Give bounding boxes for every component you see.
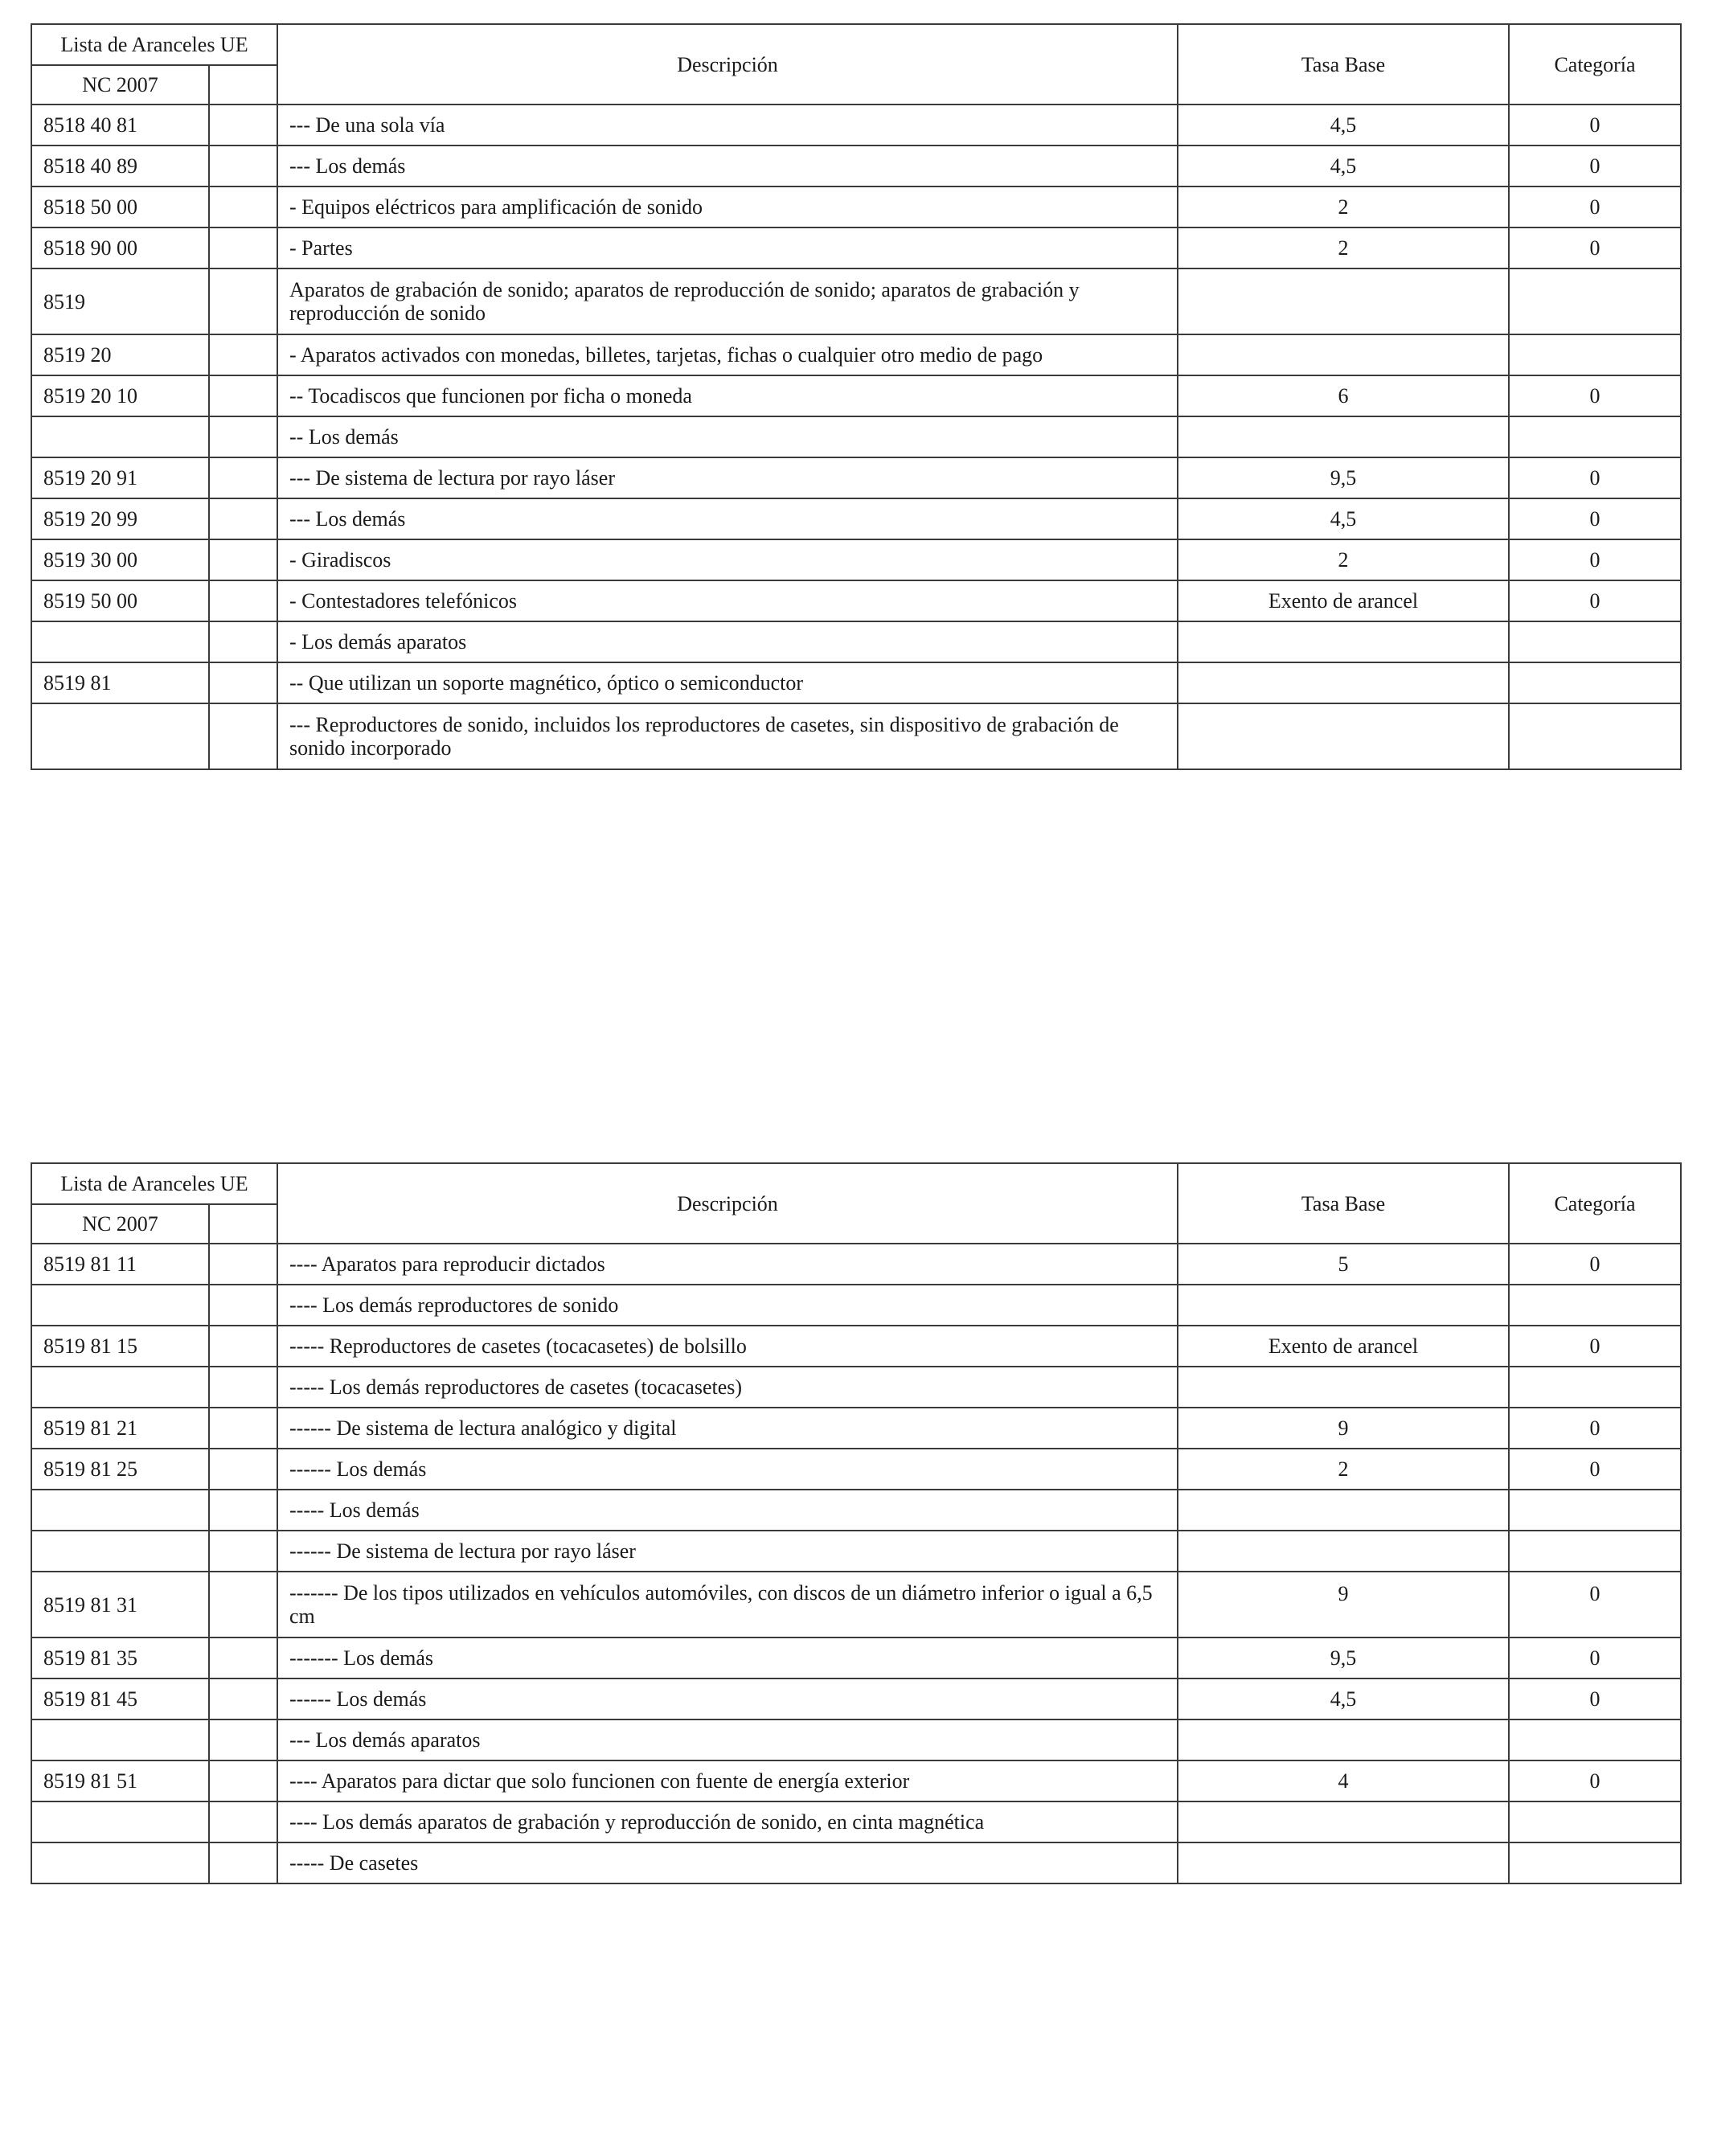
category-cell: [1509, 1367, 1681, 1408]
blank-cell: [209, 662, 277, 703]
category-cell: [1509, 268, 1681, 334]
base-rate-cell: Exento de arancel: [1178, 580, 1509, 621]
tariff-code-cell: 8519 81 21: [31, 1408, 209, 1449]
category-cell: [1509, 703, 1681, 769]
base-rate-cell: 2: [1178, 186, 1509, 227]
blank-cell: [209, 1531, 277, 1572]
tariff-code-cell: 8519 81 51: [31, 1760, 209, 1801]
base-rate-cell: 2: [1178, 1449, 1509, 1490]
table-row: [31, 1637, 1681, 1678]
base-rate-cell: [1178, 621, 1509, 662]
blank-cell: [209, 580, 277, 621]
table-row: [31, 1531, 1681, 1572]
base-rate-cell: 4: [1178, 1760, 1509, 1801]
blank-cell: [209, 1678, 277, 1719]
base-rate-cell: 4,5: [1178, 498, 1509, 539]
tariff-code-cell: 8519 81 15: [31, 1326, 209, 1367]
base-rate-cell: [1178, 334, 1509, 375]
header-base-rate: Tasa Base: [1178, 1163, 1509, 1244]
blank-cell: [209, 1572, 277, 1637]
blank-cell: [209, 1285, 277, 1326]
category-cell: 0: [1509, 1760, 1681, 1801]
blank-cell: [209, 334, 277, 375]
base-rate-cell: 9: [1178, 1572, 1509, 1637]
table-row: [31, 1678, 1681, 1719]
category-cell: 0: [1509, 580, 1681, 621]
blank-cell: [209, 1842, 277, 1883]
table-row: [31, 1408, 1681, 1449]
blank-cell: [209, 146, 277, 186]
category-cell: [1509, 1490, 1681, 1531]
description-cell: - Equipos eléctricos para amplificación de sonido: [277, 186, 1178, 227]
tariff-table-1: [31, 23, 1682, 770]
tariff-code-cell: [31, 703, 209, 769]
table-row: [31, 1326, 1681, 1367]
base-rate-cell: 9: [1178, 1408, 1509, 1449]
description-cell: -- Los demás: [277, 416, 1178, 457]
tariff-code-cell: [31, 1285, 209, 1326]
description-cell: -- Que utilizan un soporte magnético, óptico o semiconductor: [277, 662, 1178, 703]
blank-cell: [209, 227, 277, 268]
tariff-table-2: [31, 1162, 1682, 1884]
table-row: [31, 1285, 1681, 1326]
table-row: [31, 662, 1681, 703]
tariff-code-cell: 8518 50 00: [31, 186, 209, 227]
tariff-code-cell: 8518 40 89: [31, 146, 209, 186]
base-rate-cell: [1178, 1367, 1509, 1408]
table-row: [31, 1801, 1681, 1842]
header-nc-label: NC 2007: [31, 65, 209, 105]
base-rate-cell: 4,5: [1178, 1678, 1509, 1719]
base-rate-cell: [1178, 662, 1509, 703]
blank-cell: [209, 1760, 277, 1801]
category-cell: 0: [1509, 1326, 1681, 1367]
blank-cell: [209, 498, 277, 539]
tariff-code-cell: [31, 1719, 209, 1760]
description-cell: -- Tocadiscos que funcionen por ficha o moneda: [277, 375, 1178, 416]
blank-cell: [209, 621, 277, 662]
base-rate-cell: [1178, 1285, 1509, 1326]
category-cell: [1509, 1719, 1681, 1760]
blank-cell: [209, 105, 277, 146]
description-cell: ------ Los demás: [277, 1678, 1178, 1719]
tariff-code-cell: [31, 621, 209, 662]
base-rate-cell: 6: [1178, 375, 1509, 416]
category-cell: 0: [1509, 105, 1681, 146]
table-row: [31, 1490, 1681, 1531]
tariff-code-cell: 8519 81 45: [31, 1678, 209, 1719]
base-rate-cell: 9,5: [1178, 1637, 1509, 1678]
description-cell: ------ De sistema de lectura por rayo láser: [277, 1531, 1178, 1572]
blank-cell: [209, 1637, 277, 1678]
tariff-code-cell: [31, 416, 209, 457]
category-cell: 0: [1509, 146, 1681, 186]
base-rate-cell: 2: [1178, 227, 1509, 268]
blank-cell: [209, 457, 277, 498]
description-cell: - Contestadores telefónicos: [277, 580, 1178, 621]
table-row: [31, 186, 1681, 227]
table-row: [31, 146, 1681, 186]
description-cell: ---- Aparatos para dictar que solo funcionen con fuente de energía exterior: [277, 1760, 1178, 1801]
description-cell: --- Reproductores de sonido, incluidos los reproductores de casetes, sin dispositivo de grabación de sonido incorporado: [277, 703, 1178, 769]
header-category: Categoría: [1509, 1163, 1681, 1244]
base-rate-cell: [1178, 1531, 1509, 1572]
table-row: [31, 703, 1681, 769]
description-cell: ---- Los demás reproductores de sonido: [277, 1285, 1178, 1326]
blank-cell: [209, 186, 277, 227]
category-cell: [1509, 334, 1681, 375]
tariff-code-cell: 8519 81 25: [31, 1449, 209, 1490]
base-rate-cell: [1178, 416, 1509, 457]
base-rate-cell: [1178, 1842, 1509, 1883]
tariff-code-cell: 8519 30 00: [31, 539, 209, 580]
tariff-code-cell: 8519 81 31: [31, 1572, 209, 1637]
base-rate-cell: 4,5: [1178, 146, 1509, 186]
base-rate-cell: 5: [1178, 1244, 1509, 1285]
category-cell: 0: [1509, 1449, 1681, 1490]
blank-cell: [209, 703, 277, 769]
description-cell: ---- Aparatos para reproducir dictados: [277, 1244, 1178, 1285]
tariff-code-cell: 8519 20 91: [31, 457, 209, 498]
category-cell: 0: [1509, 186, 1681, 227]
category-cell: [1509, 1842, 1681, 1883]
table-row: [31, 457, 1681, 498]
blank-cell: [209, 1408, 277, 1449]
blank-cell: [209, 1801, 277, 1842]
base-rate-cell: Exento de arancel: [1178, 1326, 1509, 1367]
table-row: [31, 375, 1681, 416]
table-row: [31, 1719, 1681, 1760]
blank-cell: [209, 1367, 277, 1408]
blank-cell: [209, 268, 277, 334]
description-cell: - Aparatos activados con monedas, billetes, tarjetas, fichas o cualquier otro medio de pago: [277, 334, 1178, 375]
table-body: [31, 105, 1681, 769]
category-cell: [1509, 621, 1681, 662]
tariff-code-cell: 8519: [31, 268, 209, 334]
description-cell: ---- Los demás aparatos de grabación y reproducción de sonido, en cinta magnética: [277, 1801, 1178, 1842]
table-row: [31, 1572, 1681, 1637]
description-cell: ------- Los demás: [277, 1637, 1178, 1678]
description-cell: - Giradiscos: [277, 539, 1178, 580]
table-row: [31, 1760, 1681, 1801]
header-list-label: Lista de Aranceles UE: [31, 1163, 277, 1204]
table-row: [31, 1449, 1681, 1490]
table-body: [31, 1244, 1681, 1883]
category-cell: [1509, 1801, 1681, 1842]
blank-cell: [209, 416, 277, 457]
table-row: [31, 334, 1681, 375]
category-cell: 0: [1509, 1678, 1681, 1719]
table-row: [31, 268, 1681, 334]
tariff-code-cell: 8519 81 35: [31, 1637, 209, 1678]
tariff-code-cell: 8519 50 00: [31, 580, 209, 621]
blank-cell: [209, 539, 277, 580]
description-cell: ----- De casetes: [277, 1842, 1178, 1883]
tariff-code-cell: 8518 90 00: [31, 227, 209, 268]
header-category: Categoría: [1509, 24, 1681, 105]
category-cell: 0: [1509, 1244, 1681, 1285]
tariff-code-cell: 8519 81: [31, 662, 209, 703]
table-row: [31, 1842, 1681, 1883]
description-cell: ------- De los tipos utilizados en vehículos automóviles, con discos de un diámetro inferior o igual a 6,5 cm: [277, 1572, 1178, 1637]
tariff-code-cell: [31, 1801, 209, 1842]
table-row: [31, 498, 1681, 539]
header-description: Descripción: [277, 1163, 1178, 1244]
blank-cell: [209, 375, 277, 416]
blank-cell: [209, 1449, 277, 1490]
category-cell: [1509, 1285, 1681, 1326]
blank-cell: [209, 1490, 277, 1531]
description-cell: ----- Los demás reproductores de casetes (tocacasetes): [277, 1367, 1178, 1408]
category-cell: 0: [1509, 457, 1681, 498]
description-cell: --- De sistema de lectura por rayo láser: [277, 457, 1178, 498]
category-cell: [1509, 416, 1681, 457]
description-cell: --- Los demás: [277, 498, 1178, 539]
header-nc-label: NC 2007: [31, 1204, 209, 1244]
category-cell: [1509, 662, 1681, 703]
header-blank-cell: [209, 1204, 277, 1244]
category-cell: 0: [1509, 539, 1681, 580]
description-cell: --- Los demás: [277, 146, 1178, 186]
table-row: [31, 621, 1681, 662]
tariff-code-cell: [31, 1490, 209, 1531]
tariff-code-cell: [31, 1367, 209, 1408]
blank-cell: [209, 1244, 277, 1285]
table-row: [31, 416, 1681, 457]
base-rate-cell: [1178, 1490, 1509, 1531]
base-rate-cell: [1178, 703, 1509, 769]
table-row: [31, 1367, 1681, 1408]
description-cell: - Partes: [277, 227, 1178, 268]
category-cell: [1509, 1531, 1681, 1572]
description-cell: ------ Los demás: [277, 1449, 1178, 1490]
base-rate-cell: 9,5: [1178, 457, 1509, 498]
base-rate-cell: [1178, 1719, 1509, 1760]
tariff-code-cell: 8518 40 81: [31, 105, 209, 146]
tariff-code-cell: 8519 20: [31, 334, 209, 375]
table-row: [31, 227, 1681, 268]
header-base-rate: Tasa Base: [1178, 24, 1509, 105]
category-cell: 0: [1509, 1572, 1681, 1637]
category-cell: 0: [1509, 498, 1681, 539]
table-row: [31, 539, 1681, 580]
description-cell: ----- Reproductores de casetes (tocacasetes) de bolsillo: [277, 1326, 1178, 1367]
description-cell: --- Los demás aparatos: [277, 1719, 1178, 1760]
description-cell: --- De una sola vía: [277, 105, 1178, 146]
base-rate-cell: 4,5: [1178, 105, 1509, 146]
blank-cell: [209, 1719, 277, 1760]
description-cell: Aparatos de grabación de sonido; aparatos de reproducción de sonido; aparatos de grabación y reproducción de sonido: [277, 268, 1178, 334]
tariff-code-cell: [31, 1842, 209, 1883]
table-row: [31, 580, 1681, 621]
base-rate-cell: 2: [1178, 539, 1509, 580]
description-cell: ------ De sistema de lectura analógico y digital: [277, 1408, 1178, 1449]
base-rate-cell: [1178, 268, 1509, 334]
tariff-code-cell: 8519 20 99: [31, 498, 209, 539]
tariff-code-cell: 8519 20 10: [31, 375, 209, 416]
table-row: [31, 105, 1681, 146]
header-list-label: Lista de Aranceles UE: [31, 24, 277, 65]
base-rate-cell: [1178, 1801, 1509, 1842]
description-cell: ----- Los demás: [277, 1490, 1178, 1531]
table-row: [31, 1244, 1681, 1285]
tariff-code-cell: [31, 1531, 209, 1572]
category-cell: 0: [1509, 375, 1681, 416]
header-blank-cell: [209, 65, 277, 105]
category-cell: 0: [1509, 1637, 1681, 1678]
description-cell: - Los demás aparatos: [277, 621, 1178, 662]
category-cell: 0: [1509, 1408, 1681, 1449]
blank-cell: [209, 1326, 277, 1367]
header-description: Descripción: [277, 24, 1178, 105]
category-cell: 0: [1509, 227, 1681, 268]
tariff-code-cell: 8519 81 11: [31, 1244, 209, 1285]
